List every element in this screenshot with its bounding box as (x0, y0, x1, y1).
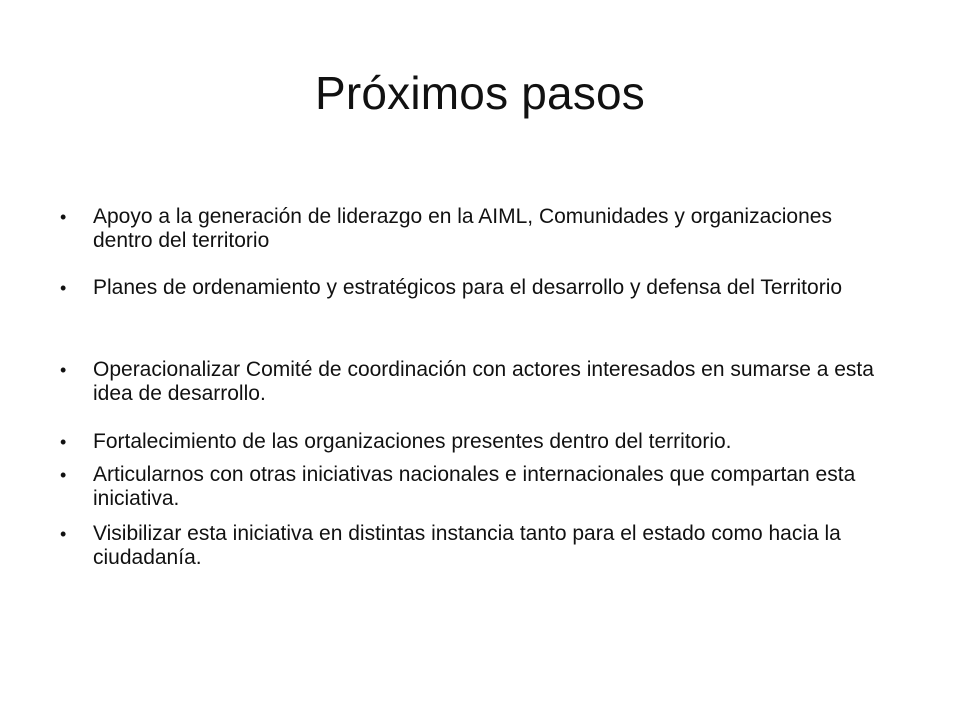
bullet-text: Apoyo a la generación de liderazgo en la AIML, Comunidades y organizaciones dentro del territorio (93, 205, 832, 252)
bullet-item (60, 276, 880, 300)
bullet-text: Visibilizar esta iniciativa en distintas instancia tanto para el estado como hacia la ciudadanía. (93, 522, 841, 569)
bullet-text: Operacionalizar Comité de coordinación con actores interesados en sumarse a esta idea de desarrollo. (93, 358, 874, 405)
bullet-dot-icon: • (60, 360, 67, 380)
bullet-text: Fortalecimiento de las organizaciones presentes dentro del territorio. (93, 430, 732, 453)
bullet-dot-icon: • (60, 207, 67, 227)
bullet-item (60, 358, 880, 406)
bullet-item (60, 522, 880, 570)
bullet-text: Articularnos con otras iniciativas nacionales e internacionales que compartan esta iniciativa. (93, 463, 856, 510)
slide-title: Próximos pasos (314, 67, 646, 119)
bullet-dot-icon: • (60, 432, 67, 452)
bullet-dot-icon: • (60, 278, 67, 298)
bullet-item (60, 463, 880, 511)
bullet-text: Planes de ordenamiento y estratégicos para el desarrollo y defensa del Territorio (93, 276, 843, 299)
bullet-dot-icon: • (60, 524, 67, 544)
bullet-item (60, 430, 880, 454)
bullet-dot-icon: • (60, 465, 67, 485)
bullet-item (60, 205, 880, 253)
